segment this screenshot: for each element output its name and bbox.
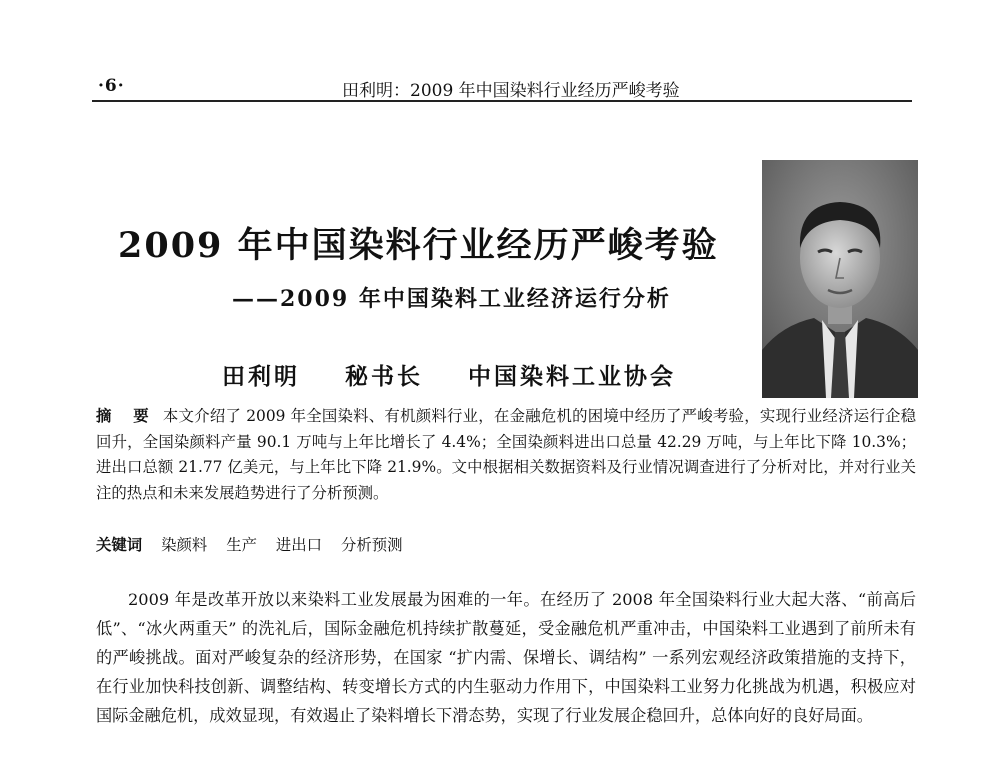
page-number: ·6· (98, 76, 125, 96)
header-rule (92, 100, 912, 102)
keywords-label: 关键词 (96, 536, 143, 554)
keyword-item: 进出口 (275, 536, 323, 554)
author-portrait-image (762, 160, 918, 398)
author-name: 田利明 (222, 363, 300, 390)
running-title: 田利明：2009 年中国染料行业经历严峻考验 (342, 81, 680, 101)
author-position: 秘书长 (345, 363, 424, 390)
article-title: 2009 年中国染料行业经历严峻考验 (118, 225, 719, 266)
author-line (222, 358, 710, 391)
article-subtitle: ——2009 年中国染料工业经济运行分析 (232, 286, 671, 312)
author-organization: 中国染料工业协会 (468, 363, 677, 390)
keyword-item: 分析预测 (340, 536, 403, 554)
keywords (96, 533, 916, 555)
running-header (92, 70, 912, 104)
keyword-item: 生产 (226, 536, 257, 554)
abstract (96, 404, 916, 506)
keyword-item: 染颜料 (161, 536, 208, 554)
author-portrait (762, 160, 918, 398)
abstract-label: 摘 要 (96, 407, 157, 425)
abstract-text: 本文介绍了 2009 年全国染料、有机颜料行业，在金融危机的困境中经历了严峻考验，实现行业经济运行企稳回升，全国染颜料产量 90.1 万吨与上年比增长了 4.4%；全国染颜料进出口总量 42.29 万吨，与上年比下降 10.3%；进出口总额 21.77 亿美元，与上年比下降 21.9%。文中根据相关数据资料及行业情况调查进行了分析对比，并对行业关注的热点和未来发展趋势进行了分析预测。 (96, 407, 917, 502)
body-paragraph: 2009 年是改革开放以来染料工业发展最为困难的一年。在经历了 2008 年全国染料行业大起大落、“前高后低”、“冰火两重天” 的洗礼后，国际金融危机持续扩散蔓延，受金融危机严重冲击，中国染料工业遇到了前所未有的严峻挑战。面对严峻复杂的经济形势，在国家 “扩内需、保增长、调结构” 一系列宏观经济政策措施的支持下，在行业加快科技创新、调整结构、转变增长方式的内生驱动力作用下，中国染料工业努力化挑战为机遇，积极应对国际金融危机，成效显现，有效遏止了染料增长下滑态势，实现了行业发展企稳回升，总体向好的良好局面。 (96, 590, 916, 725)
